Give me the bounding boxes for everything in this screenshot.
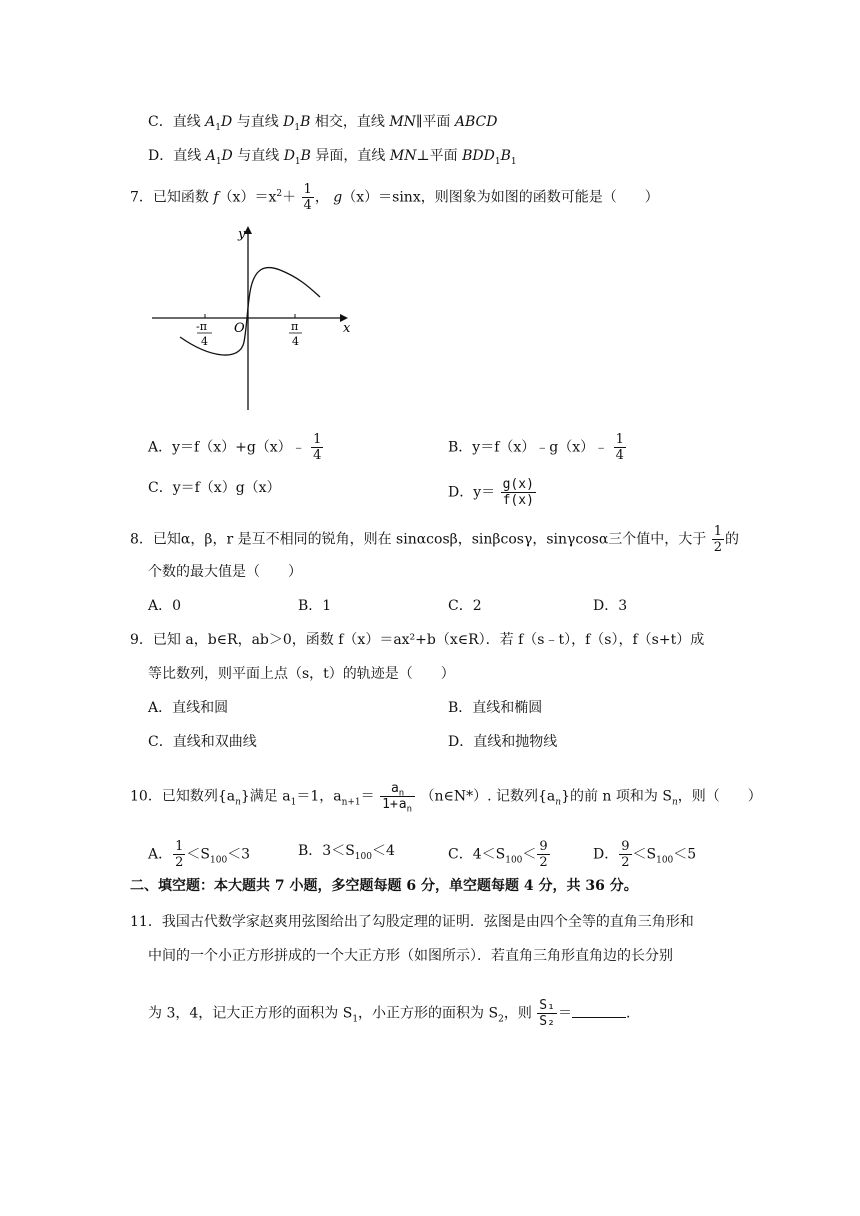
q10-option-d[interactable]: D． $\frac{9}{2}$ $<S_{100}<5$ <box>593 839 697 870</box>
q10-stem: 10．已知数列$\{a_n\}$满足 $a_1=1$，$a_{n+1}=$ $\frac{a_n}{1+a_n}$ （n∈N*）. 记数列$\{a_n\}$的前 n 项和为 $S_n$，则（ ） <box>130 781 762 815</box>
q7-fraction: $\frac{1}{4}$ <box>303 182 312 213</box>
q7-option-b[interactable]: B．y＝f（x）﹣g（x）﹣ $\frac{1}{4}$ <box>448 432 624 463</box>
q8-option-b[interactable]: B．1 <box>298 598 332 614</box>
section-heading-fill-in: 二、填空题：本大题共 7 小题，多空题每题 6 分，单空题每题 4 分，共 36 分。 <box>130 878 638 894</box>
x-axis-label: x <box>343 321 351 336</box>
q10-option-b[interactable]: B．$3<S_{100}<4$ <box>298 843 395 862</box>
q9-option-c[interactable]: C．直线和双曲线 <box>148 734 257 750</box>
pos-tick-label-num: π <box>291 320 299 333</box>
q9-option-a[interactable]: A．直线和圆 <box>148 700 229 716</box>
q11-line1: 11．我国古代数学家赵爽用弦图给出了勾股定理的证明．弦图是由四个全等的直角三角形和 <box>130 914 694 930</box>
q7-option-a[interactable]: A．y＝f（x）+g（x）﹣ $\frac{1}{4}$ <box>148 432 322 463</box>
q7-function-graph <box>150 222 360 412</box>
q8-option-a[interactable]: A．0 <box>148 598 182 614</box>
q10-recurrence-fraction: $\frac{a_n}{1+a_n}$ <box>380 781 415 812</box>
q10-option-c[interactable]: C．$4<S_{100}<$ $\frac{9}{2}$ <box>448 839 548 870</box>
q6-option-d[interactable]: D．直线 $A_1D$ 与直线 $D_1B$ 异面，直线 MN⊥平面 $BDD_1B_1$ <box>148 148 517 167</box>
y-axis-label: y <box>238 227 246 242</box>
q9-option-b[interactable]: B．直线和椭圆 <box>448 700 543 716</box>
q7-stem: 7．已知函数 $f(x)=x^2+$ $\frac{1}{4}$ ， g（x）＝sinx，则图象为如图的函数可能是（ ） <box>130 182 659 213</box>
q11-line2: 中间的一个小正方形拼成的一个大正方形（如图所示）．若直角三角形直角边的长分别 <box>148 948 673 964</box>
q6-option-c[interactable]: C．直线 $A_1D$ 与直线 $D_1B$ 相交，直线 MN∥平面 ABCD <box>148 114 498 133</box>
q8-option-d[interactable]: D．3 <box>593 598 628 614</box>
pos-tick-label-den: 4 <box>292 335 299 348</box>
q9-stem-line1: 9．已知 a，b∈R，ab＞0，函数 f（x）＝ax²+b（x∈R）．若 f（s﹣t），f（s），f（s+t）成 <box>130 632 705 648</box>
q7-option-c[interactable]: C．y＝f（x）g（x） <box>148 480 281 496</box>
q9-stem-line2: 等比数列，则平面上点（s，t）的轨迹是（ ） <box>148 666 455 682</box>
q8-stem-line1: 8．已知α，β，r 是互不相同的锐角，则在 sinαcosβ，sinβcosγ，sinγcosα三个值中，大于 $\frac{1}{2}$ 的 <box>130 524 740 555</box>
neg-tick-label-num: -π <box>196 320 207 333</box>
q11-answer-blank[interactable] <box>572 1003 626 1018</box>
neg-tick-label-den: 4 <box>201 335 208 348</box>
q8-stem-line2: 个数的最大值是（ ） <box>148 564 302 580</box>
q9-option-d[interactable]: D．直线和抛物线 <box>448 734 558 750</box>
q8-option-c[interactable]: C．2 <box>448 598 482 614</box>
q11-line3: 为 3，4，记大正方形的面积为 $S_1$，小正方形的面积为 $S_2$，则 $\frac{\text{S₁}}{\text{S₂}}$ ＝ . <box>148 998 631 1029</box>
q10-option-a[interactable]: A． $\frac{1}{2}$ $<S_{100}<3$ <box>148 839 251 870</box>
q7-option-d[interactable]: D．y＝ $\frac{g(x)}{f(x)}$ <box>448 477 534 508</box>
origin-label: O <box>234 321 245 336</box>
